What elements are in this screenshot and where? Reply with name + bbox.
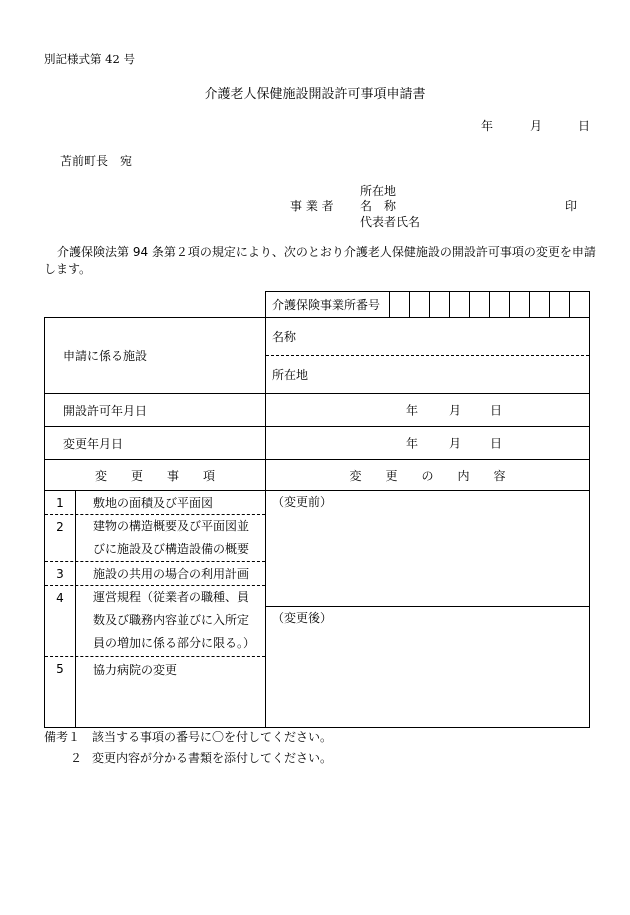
permit-date-label: 開設許可年月日: [45, 394, 266, 427]
change-day: 日: [490, 436, 503, 451]
applicant-rep-label: 代表者氏名: [360, 215, 421, 229]
item-text: 運営規程（従業者の職種、員: [93, 590, 250, 604]
date-month: 月: [530, 119, 543, 133]
content-cell: [266, 491, 590, 728]
item-text: 員の増加に係る部分に限る。）: [93, 636, 256, 650]
after-field[interactable]: [266, 607, 589, 726]
office-number-label: 介護保険事業所番号: [266, 292, 390, 317]
item-number: 1: [56, 495, 64, 510]
facility-address-label: 所在地: [272, 368, 309, 382]
addressee: 苫前町長 宛: [60, 154, 133, 168]
note-1-text: 該当する事項の番号に〇を付してください。: [92, 730, 333, 744]
change-year: 年: [406, 436, 419, 451]
facility-label: 申請に係る施設: [45, 318, 266, 394]
before-field[interactable]: [266, 491, 589, 607]
facility-address-field[interactable]: [266, 356, 589, 393]
facility-name-field[interactable]: [266, 318, 589, 356]
digit-box[interactable]: [470, 292, 490, 317]
date-year: 年: [481, 119, 494, 133]
item-text: 数及び職務内容並びに入所定: [93, 613, 250, 627]
items-cell: [45, 491, 266, 728]
note-2-text: 変更内容が分かる書類を添付してください。: [92, 751, 333, 765]
applicant-name-label: 名 称: [360, 199, 397, 213]
item-text: 施設の共用の場合の利用計画: [93, 567, 250, 581]
change-month: 月: [449, 436, 462, 451]
permit-date-field[interactable]: [266, 394, 590, 427]
digit-box[interactable]: [490, 292, 510, 317]
list-item[interactable]: [45, 491, 265, 515]
blank-cell: [45, 292, 266, 318]
digit-box[interactable]: [570, 292, 589, 317]
body-text-line-1: 介護保険法第 94 条第２項の規定により、次のとおり介護老人保健施設の開設許可事項の変更を申請: [57, 245, 596, 259]
list-item[interactable]: [45, 562, 265, 586]
change-date-label: 変更年月日: [45, 427, 266, 460]
applicant-address-label: 所在地: [360, 184, 397, 198]
item-number: 5: [56, 662, 64, 676]
digit-box[interactable]: [430, 292, 450, 317]
item-number: 3: [56, 566, 64, 581]
body-text-line-2: します。: [44, 262, 92, 276]
date-day: 日: [578, 119, 591, 133]
item-text: 敷地の面積及び平面図: [93, 496, 214, 510]
after-label: （変更後）: [272, 611, 333, 625]
note-1-prefix: 備考１: [44, 730, 81, 744]
office-number-cell: [266, 292, 590, 318]
digit-box[interactable]: [450, 292, 470, 317]
item-number: 2: [56, 520, 64, 534]
before-label: （変更前）: [272, 495, 333, 509]
item-number: 4: [56, 591, 64, 605]
facility-cell: [266, 318, 590, 394]
item-text: 建物の構造概要及び平面図並: [93, 519, 250, 533]
permit-day: 日: [490, 403, 503, 418]
form-number: 別記様式第 42 号: [44, 52, 135, 66]
list-item[interactable]: [45, 515, 265, 562]
digit-box[interactable]: [410, 292, 430, 317]
note-2-prefix: ２: [70, 751, 83, 765]
permit-month: 月: [449, 403, 462, 418]
facility-name-label: 名称: [272, 330, 297, 344]
digit-box[interactable]: [550, 292, 570, 317]
document-title: 介護老人保健施設開設許可事項申請書: [204, 87, 426, 102]
digit-box[interactable]: [530, 292, 550, 317]
application-table: [44, 291, 590, 728]
list-item[interactable]: [45, 586, 265, 657]
applicant-label: 事 業 者: [290, 199, 334, 213]
list-item[interactable]: [45, 657, 265, 681]
digit-box[interactable]: [510, 292, 530, 317]
items-header: 変 更 事 項: [45, 460, 266, 491]
item-text: 協力病院の変更: [93, 662, 178, 677]
permit-year: 年: [406, 403, 419, 418]
content-header: 変 更 の 内 容: [266, 460, 590, 491]
item-text: びに施設及び構造設備の概要: [93, 542, 250, 556]
change-date-field[interactable]: [266, 427, 590, 460]
seal-mark: 印: [565, 199, 578, 213]
digit-box[interactable]: [390, 292, 410, 317]
